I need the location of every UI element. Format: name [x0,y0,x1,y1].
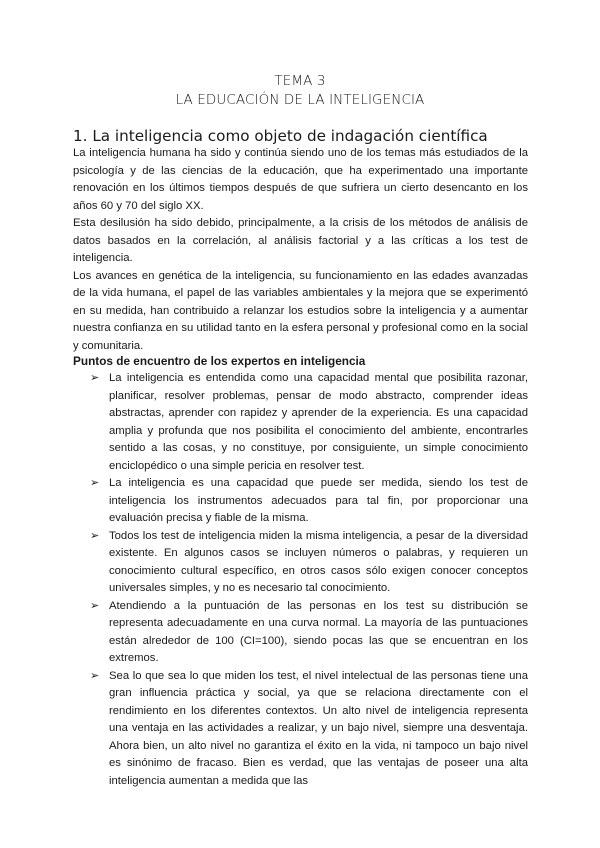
section-heading: 1. La inteligencia como objeto de indagación científica [73,127,488,145]
list-item-text: Atendiendo a la puntuación de las personas en los test su distribución se representa adecuadamente en una curva normal. La mayoría de las puntuaciones están alrededor de 100 (CI=100), siendo pocas las que se encuentran en los extremos. [109,599,528,664]
list-item-text: Todos los test de inteligencia miden la misma inteligencia, a pesar de la diversidad existente. En algunos casos se incluyen números o palabras, y requieren un conocimiento cultural específico, en otros casos sólo exigen conocer conceptos universales simples, y no es necesario tal conocimiento. [109,529,528,594]
list-item [90,598,528,668]
paragraph-3: Los avances en genética de la inteligencia, su funcionamiento en las edades avanzadas de la vida humana, el papel de las variables ambientales y la mejora que se experimentó en su medida, han contribuido a relanzar los estudios sobre la inteligencia y a aumentar nuestra confianza en su utilidad tanto en la esfera personal y profesional como en la social y comunitaria. [73,269,528,352]
list-item-text: La inteligencia es una capacidad que puede ser medida, siendo los test de inteligencia los instrumentos adecuados para tal fin, por proporcionar una evaluación precisa y fiable de la misma. [109,477,528,524]
list-item [90,475,528,528]
arrow-bullet-icon: ➢ [90,372,100,384]
theme-title: LA EDUCACIÓN DE LA INTELIGENCIA [175,92,425,108]
paragraph-2: Esta desilusión ha sido debido, principalmente, a la crisis de los métodos de análisis de datos basados en la correlación, al análisis factorial y a las críticas a los test de inteligencia. [73,217,528,264]
list-item-text: La inteligencia es entendida como una capacidad mental que posibilita razonar, planificar, resolver problemas, pensar de modo abstracto, comprender ideas abstractas, aprender con rapidez y aprender de la experiencia. Es una capacidad amplia y profunda que nos posibilita el conocimiento del ambiente, encontrarles sentido a las cosas, y no constituye, por consiguiente, un simple conocimiento enciclopédico o una simple pericia en resolver test. [109,372,528,472]
paragraph-1: La inteligencia humana ha sido y continúa siendo uno de los temas más estudiados de la psicología y de las ciencias de la educación, que ha experimentado una importante renovación en los últimos tiempos después de que sufriera un cierto desencanto en los años 60 y 70 del siglo XX. [73,147,528,212]
title-block [0,72,600,110]
arrow-bullet-icon: ➢ [90,529,100,542]
bullet-list [90,370,528,790]
arrow-bullet-icon: ➢ [90,477,100,489]
theme-label: TEMA 3 [274,73,326,89]
list-item [90,370,528,475]
list-item [90,668,528,791]
intro-text [73,145,528,355]
list-item-text: Sea lo que sea lo que miden los test, el nivel intelectual de las personas tiene una gran influencia práctica y social, ya que se relaciona directamente con el rendimiento en los diferentes contextos. Un alto nivel de inteligencia representa una ventaja en las actividades a realizar, y un bajo nivel, siempre una desventaja. Ahora bien, un alto nivel no garantiza el éxito en la vida, ni tampoco un bajo nivel es sinónimo de fracaso. Bien es verdad, que las ventajas de poseer una alta inteligencia aumentan a medida que las [109,669,528,787]
list-item [90,528,528,598]
arrow-bullet-icon: ➢ [90,669,100,682]
arrow-bullet-icon: ➢ [90,599,100,612]
subheading: Puntos de encuentro de los expertos en inteligencia [73,354,366,368]
